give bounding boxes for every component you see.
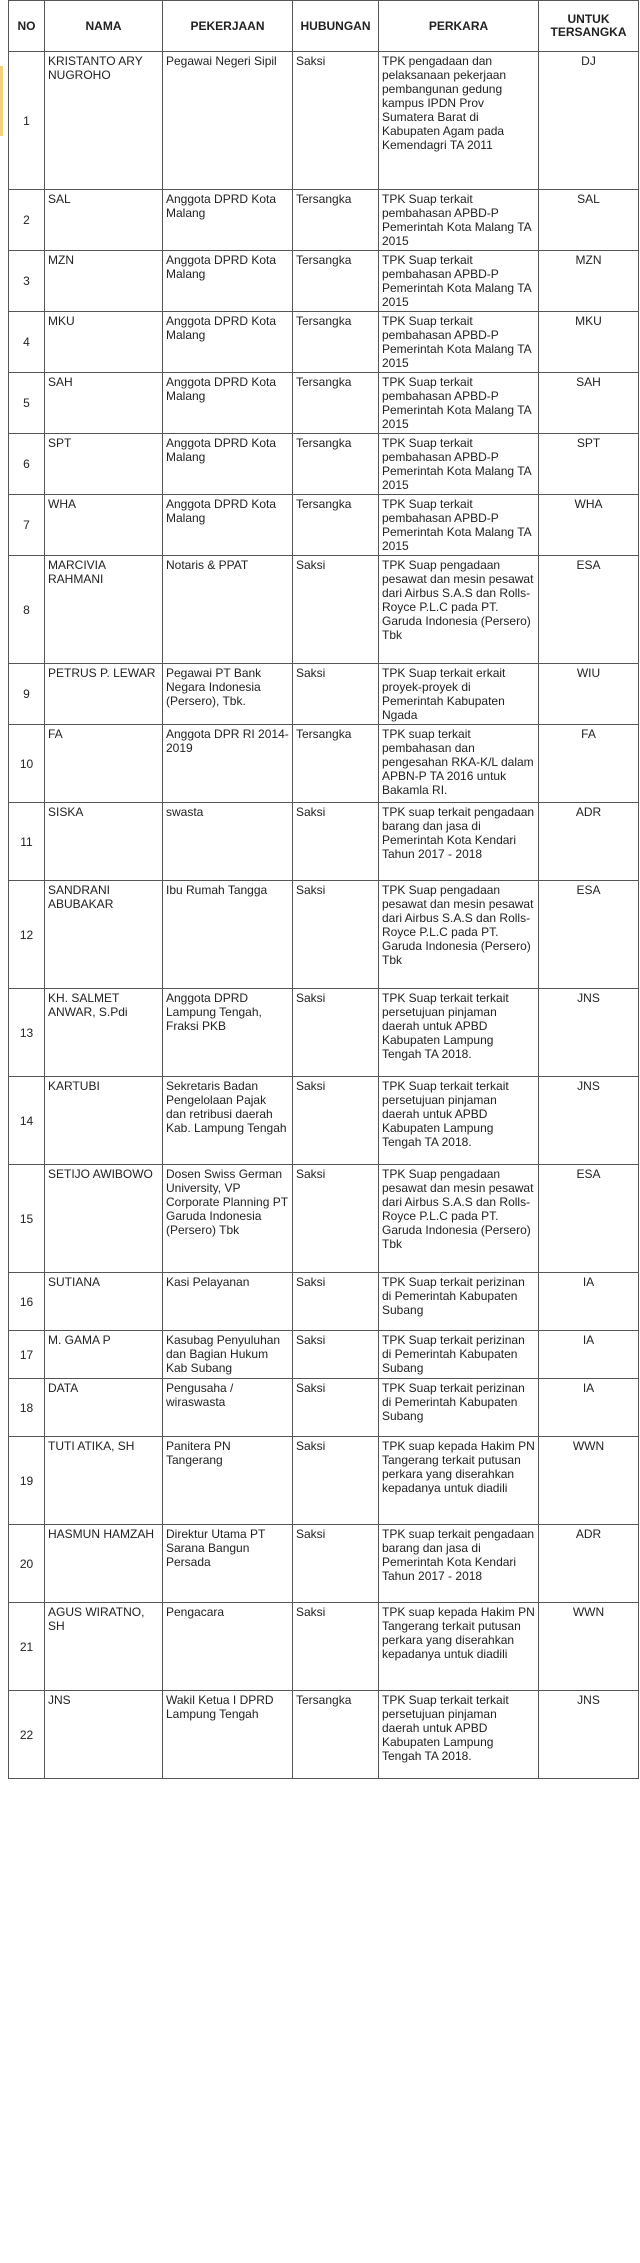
cell-no: 3 [9,251,45,312]
cell-nama: SUTIANA [45,1273,163,1331]
cell-nama: SANDRANI ABUBAKAR [45,881,163,989]
cell-pekerjaan: Pengacara [163,1603,293,1691]
cell-no: 21 [9,1603,45,1691]
cell-no: 12 [9,881,45,989]
cell-untuk-tersangka: IA [539,1273,639,1331]
cell-nama: KRISTANTO ARY NUGROHO [45,52,163,190]
table-row [9,1525,639,1603]
cell-perkara: TPK Suap pengadaan pesawat dan mesin pesawat dari Airbus S.A.S dan Rolls-Royce P.L.C pada PT. Garuda Indonesia (Persero) Tbk [379,556,539,664]
cell-perkara: TPK Suap terkait pembahasan APBD-P Pemerintah Kota Malang TA 2015 [379,190,539,251]
cell-no: 11 [9,803,45,881]
cell-nama: MARCIVIA RAHMANI [45,556,163,664]
cell-pekerjaan: Panitera PN Tangerang [163,1437,293,1525]
cell-perkara: TPK Suap terkait pembahasan APBD-P Pemerintah Kota Malang TA 2015 [379,495,539,556]
cell-no: 4 [9,312,45,373]
cell-hubungan: Saksi [293,1077,379,1165]
cell-no: 16 [9,1273,45,1331]
cell-pekerjaan: Anggota DPRD Kota Malang [163,190,293,251]
cell-pekerjaan: Kasubag Penyuluhan dan Bagian Hukum Kab Subang [163,1331,293,1379]
cell-hubungan: Tersangka [293,312,379,373]
cell-pekerjaan: Notaris & PPAT [163,556,293,664]
cell-perkara: TPK Suap terkait erkait proyek-proyek di Pemerintah Kabupaten Ngada [379,664,539,725]
cell-perkara: TPK Suap terkait pembahasan APBD-P Pemerintah Kota Malang TA 2015 [379,434,539,495]
cell-untuk-tersangka: WWN [539,1603,639,1691]
cell-untuk-tersangka: ESA [539,1165,639,1273]
table-row [9,1603,639,1691]
cell-pekerjaan: Dosen Swiss German University, VP Corporate Planning PT Garuda Indonesia (Persero) Tbk [163,1165,293,1273]
table-row [9,664,639,725]
cell-untuk-tersangka: ADR [539,1525,639,1603]
cell-perkara: TPK Suap terkait terkait persetujuan pinjaman daerah untuk APBD Kabupaten Lampung Tengah TA 2018. [379,1691,539,1779]
cell-nama: KH. SALMET ANWAR, S.Pdi [45,989,163,1077]
cell-untuk-tersangka: JNS [539,989,639,1077]
cell-nama: KARTUBI [45,1077,163,1165]
cell-pekerjaan: Wakil Ketua I DPRD Lampung Tengah [163,1691,293,1779]
cell-perkara: TPK suap kepada Hakim PN Tangerang terkait putusan perkara yang diserahkan kepadanya untuk diadili [379,1437,539,1525]
cell-nama: SPT [45,434,163,495]
cell-hubungan: Tersangka [293,251,379,312]
cell-perkara: TPK Suap pengadaan pesawat dan mesin pesawat dari Airbus S.A.S dan Rolls-Royce P.L.C pada PT. Garuda Indonesia (Persero) Tbk [379,1165,539,1273]
cell-pekerjaan: Anggota DPRD Kota Malang [163,495,293,556]
cell-pekerjaan: swasta [163,803,293,881]
table-row [9,1331,639,1379]
table-row [9,495,639,556]
cell-no: 7 [9,495,45,556]
cell-hubungan: Saksi [293,664,379,725]
header-no: NO [9,1,45,52]
cell-hubungan: Saksi [293,52,379,190]
cell-hubungan: Saksi [293,556,379,664]
cell-perkara: TPK suap terkait pembahasan dan pengesahan RKA-K/L dalam APBN-P TA 2016 untuk Bakamla RI. [379,725,539,803]
cell-hubungan: Saksi [293,803,379,881]
cell-no: 18 [9,1379,45,1437]
cell-perkara: TPK suap terkait pengadaan barang dan jasa di Pemerintah Kota Kendari Tahun 2017 - 2018 [379,803,539,881]
cell-no: 15 [9,1165,45,1273]
cell-nama: JNS [45,1691,163,1779]
cell-perkara: TPK pengadaan dan pelaksanaan pekerjaan pembangunan gedung kampus IPDN Prov Sumatera Barat di Kabupaten Agam pada Kemendagri TA 2011 [379,52,539,190]
header-pekerjaan: PEKERJAAN [163,1,293,52]
cell-pekerjaan: Anggota DPRD Kota Malang [163,434,293,495]
cell-pekerjaan: Sekretaris Badan Pengelolaan Pajak dan retribusi daerah Kab. Lampung Tengah [163,1077,293,1165]
cell-untuk-tersangka: IA [539,1379,639,1437]
cell-untuk-tersangka: ADR [539,803,639,881]
witness-schedule-table [8,0,639,1779]
table-row [9,1379,639,1437]
cell-nama: MZN [45,251,163,312]
cell-pekerjaan: Direktur Utama PT Sarana Bangun Persada [163,1525,293,1603]
cell-untuk-tersangka: JNS [539,1077,639,1165]
table-body [9,52,639,1779]
cell-hubungan: Saksi [293,881,379,989]
cell-untuk-tersangka: WWN [539,1437,639,1525]
table-row [9,190,639,251]
cell-nama: SAL [45,190,163,251]
header-perkara: PERKARA [379,1,539,52]
table-row [9,1077,639,1165]
cell-hubungan: Saksi [293,1525,379,1603]
table-row [9,881,639,989]
cell-untuk-tersangka: MKU [539,312,639,373]
table-row [9,373,639,434]
table-row [9,556,639,664]
cell-no: 9 [9,664,45,725]
cell-perkara: TPK Suap terkait perizinan di Pemerintah Kabupaten Subang [379,1273,539,1331]
table-row [9,803,639,881]
cell-pekerjaan: Anggota DPRD Kota Malang [163,373,293,434]
header-untuk-tersangka: UNTUK TERSANGKA [539,1,639,52]
cell-nama: HASMUN HAMZAH [45,1525,163,1603]
cell-no: 14 [9,1077,45,1165]
cell-untuk-tersangka: SAH [539,373,639,434]
cell-perkara: TPK Suap terkait pembahasan APBD-P Pemerintah Kota Malang TA 2015 [379,373,539,434]
cell-untuk-tersangka: ESA [539,556,639,664]
cell-pekerjaan: Pegawai PT Bank Negara Indonesia (Persero), Tbk. [163,664,293,725]
cell-pekerjaan: Pengusaha / wiraswasta [163,1379,293,1437]
cell-hubungan: Saksi [293,1273,379,1331]
table-row [9,312,639,373]
cell-pekerjaan: Pegawai Negeri Sipil [163,52,293,190]
cell-nama: MKU [45,312,163,373]
table-row [9,989,639,1077]
cell-hubungan: Saksi [293,1603,379,1691]
table-row [9,1691,639,1779]
cell-pekerjaan: Kasi Pelayanan [163,1273,293,1331]
cell-no: 13 [9,989,45,1077]
cell-no: 5 [9,373,45,434]
cell-hubungan: Tersangka [293,725,379,803]
cell-untuk-tersangka: FA [539,725,639,803]
cell-perkara: TPK Suap terkait terkait persetujuan pinjaman daerah untuk APBD Kabupaten Lampung Tengah TA 2018. [379,1077,539,1165]
cell-untuk-tersangka: IA [539,1331,639,1379]
cell-perkara: TPK suap terkait pengadaan barang dan jasa di Pemerintah Kota Kendari Tahun 2017 - 2018 [379,1525,539,1603]
header-row [9,1,639,52]
cell-nama: PETRUS P. LEWAR [45,664,163,725]
cell-pekerjaan: Anggota DPR RI 2014-2019 [163,725,293,803]
cell-hubungan: Tersangka [293,495,379,556]
cell-perkara: TPK Suap pengadaan pesawat dan mesin pesawat dari Airbus S.A.S dan Rolls-Royce P.L.C pada PT. Garuda Indonesia (Persero) Tbk [379,881,539,989]
cell-hubungan: Saksi [293,1379,379,1437]
cell-nama: M. GAMA P [45,1331,163,1379]
cell-pekerjaan: Anggota DPRD Kota Malang [163,312,293,373]
cell-hubungan: Tersangka [293,373,379,434]
cell-hubungan: Tersangka [293,190,379,251]
cell-untuk-tersangka: JNS [539,1691,639,1779]
cell-nama: SETIJO AWIBOWO [45,1165,163,1273]
cell-no: 22 [9,1691,45,1779]
header-hubungan: HUBUNGAN [293,1,379,52]
cell-no: 1 [9,52,45,190]
cell-untuk-tersangka: SPT [539,434,639,495]
cell-pekerjaan: Ibu Rumah Tangga [163,881,293,989]
cell-nama: DATA [45,1379,163,1437]
cell-hubungan: Saksi [293,1165,379,1273]
cell-nama: WHA [45,495,163,556]
table-header [9,1,639,52]
cell-untuk-tersangka: WIU [539,664,639,725]
cell-hubungan: Saksi [293,1437,379,1525]
cell-untuk-tersangka: SAL [539,190,639,251]
cell-perkara: TPK Suap terkait perizinan di Pemerintah Kabupaten Subang [379,1379,539,1437]
cell-no: 8 [9,556,45,664]
cell-untuk-tersangka: MZN [539,251,639,312]
cell-nama: SAH [45,373,163,434]
cell-hubungan: Saksi [293,989,379,1077]
cell-nama: TUTI ATIKA, SH [45,1437,163,1525]
cell-perkara: TPK Suap terkait perizinan di Pemerintah Kabupaten Subang [379,1331,539,1379]
cell-hubungan: Tersangka [293,434,379,495]
cell-no: 20 [9,1525,45,1603]
cell-no: 17 [9,1331,45,1379]
cell-pekerjaan: Anggota DPRD Lampung Tengah, Fraksi PKB [163,989,293,1077]
cell-no: 6 [9,434,45,495]
header-nama: NAMA [45,1,163,52]
cell-hubungan: Tersangka [293,1691,379,1779]
cell-untuk-tersangka: DJ [539,52,639,190]
cell-untuk-tersangka: ESA [539,881,639,989]
table-row [9,1273,639,1331]
table-row [9,251,639,312]
cell-perkara: TPK Suap terkait terkait persetujuan pinjaman daerah untuk APBD Kabupaten Lampung Tengah TA 2018. [379,989,539,1077]
cell-perkara: TPK suap kepada Hakim PN Tangerang terkait putusan perkara yang diserahkan kepadanya untuk diadili [379,1603,539,1691]
table-row [9,434,639,495]
cell-nama: SISKA [45,803,163,881]
cell-no: 2 [9,190,45,251]
cell-untuk-tersangka: WHA [539,495,639,556]
table-row [9,725,639,803]
cell-perkara: TPK Suap terkait pembahasan APBD-P Pemerintah Kota Malang TA 2015 [379,251,539,312]
cell-nama: AGUS WIRATNO, SH [45,1603,163,1691]
cell-pekerjaan: Anggota DPRD Kota Malang [163,251,293,312]
cell-no: 19 [9,1437,45,1525]
table-row [9,1437,639,1525]
cell-hubungan: Saksi [293,1331,379,1379]
table-row [9,1165,639,1273]
cell-no: 10 [9,725,45,803]
cell-nama: FA [45,725,163,803]
cell-perkara: TPK Suap terkait pembahasan APBD-P Pemerintah Kota Malang TA 2015 [379,312,539,373]
table-row [9,52,639,190]
left-accent-bar [0,66,3,136]
